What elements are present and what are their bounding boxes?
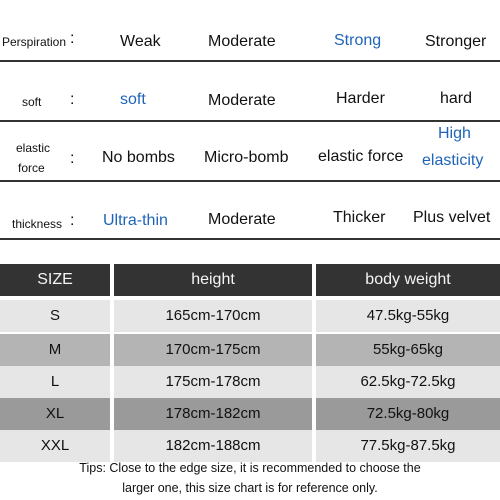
weight-cell: 62.5kg-72.5kg <box>316 366 500 398</box>
size-cell: M <box>0 334 110 366</box>
attr-label: Perspiration <box>2 35 67 49</box>
attr-label: soft <box>22 95 42 109</box>
attr-option-highlight: Strong <box>334 32 382 49</box>
tips-line-2: larger one, this size chart is for reference only. <box>122 481 378 495</box>
size-cell: XL <box>0 398 110 430</box>
weight-cell: 55kg-65kg <box>316 334 500 366</box>
table-header-size: SIZE <box>0 264 110 296</box>
attr-colon: : <box>70 212 75 229</box>
height-cell: 170cm-175cm <box>114 334 312 366</box>
attr-label: elastic <box>16 141 51 155</box>
attr-option: No bombs <box>102 149 175 166</box>
weight-cell: 77.5kg-87.5kg <box>316 430 500 462</box>
table-header-weight: body weight <box>316 264 500 296</box>
attr-option: Stronger <box>425 33 487 50</box>
table-row <box>0 300 500 332</box>
size-cell: S <box>0 300 110 332</box>
size-tips <box>0 458 500 498</box>
table-row <box>0 366 500 398</box>
divider <box>0 238 500 240</box>
size-cell: XXL <box>0 430 110 462</box>
table-header-row <box>0 264 500 296</box>
attr-option: Micro-bomb <box>204 149 289 166</box>
attr-option: elastic force <box>318 148 404 165</box>
attr-option: Moderate <box>208 92 276 109</box>
attr-option: Plus velvet <box>413 209 491 226</box>
table-row <box>0 398 500 430</box>
attr-row-elastic-force <box>0 122 500 180</box>
attr-option-highlight: High <box>438 125 471 142</box>
attr-row-perspiration <box>0 0 500 60</box>
height-cell: 182cm-188cm <box>114 430 312 462</box>
attr-option: Harder <box>336 90 385 107</box>
attr-row-thickness <box>0 182 500 238</box>
height-cell: 175cm-178cm <box>114 366 312 398</box>
attr-option: hard <box>440 90 473 107</box>
attr-option-highlight: Ultra-thin <box>103 212 168 229</box>
attr-option-highlight: elasticity <box>422 152 484 169</box>
tips-line-1: Tips: Close to the edge size, it is recommended to choose the <box>79 461 421 475</box>
attr-option: Moderate <box>208 211 276 228</box>
size-cell: L <box>0 366 110 398</box>
table-row <box>0 334 500 366</box>
attr-row-soft <box>0 62 500 120</box>
attr-colon: : <box>70 30 75 47</box>
attr-label: force <box>18 161 45 175</box>
height-cell: 178cm-182cm <box>114 398 312 430</box>
attr-option: Moderate <box>208 33 276 50</box>
attr-label: thickness <box>12 217 63 231</box>
attr-option: Thicker <box>333 209 386 226</box>
height-cell: 165cm-170cm <box>114 300 312 332</box>
attr-colon: : <box>70 91 75 108</box>
attr-option-highlight: soft <box>120 91 146 108</box>
weight-cell: 47.5kg-55kg <box>316 300 500 332</box>
weight-cell: 72.5kg-80kg <box>316 398 500 430</box>
attr-colon: : <box>70 150 75 167</box>
attr-option: Weak <box>120 33 161 50</box>
table-header-height: height <box>114 264 312 296</box>
